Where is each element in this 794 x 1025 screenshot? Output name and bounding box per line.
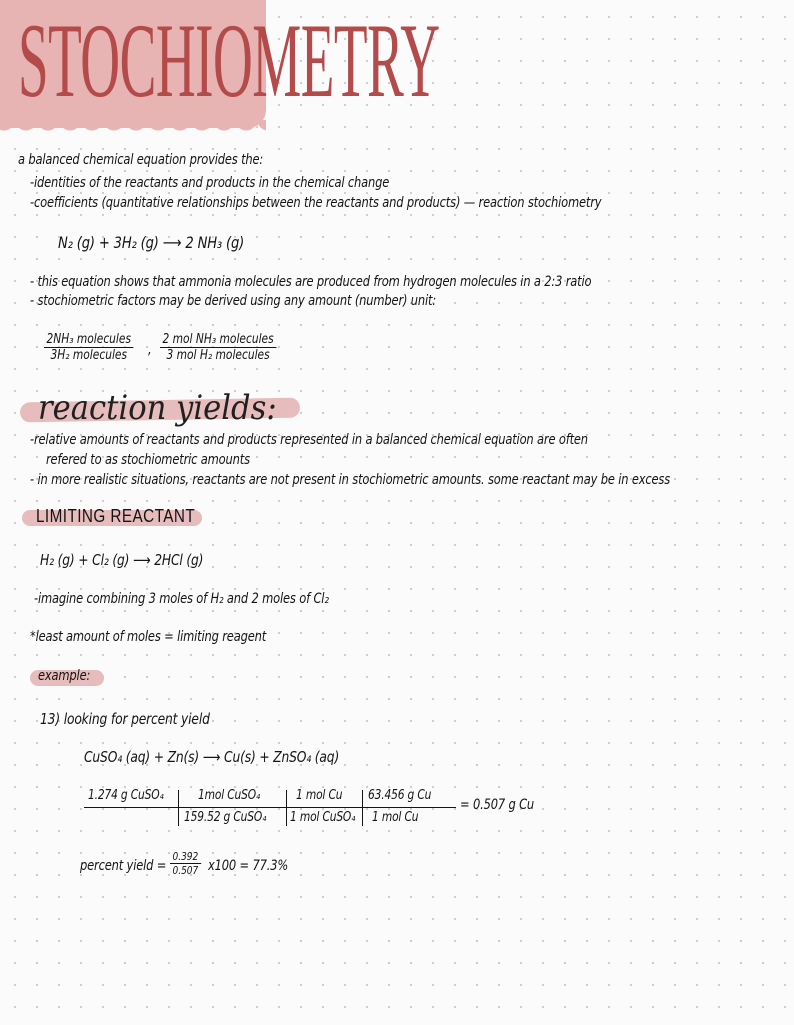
equation-ammonia: N₂ (g) + 3H₂ (g) ⟶ 2 NH₃ (g) — [58, 233, 245, 252]
factor-1-numerator: 2NH₃ molecules — [44, 332, 133, 348]
intro-line-3: -coefficients (quantitative relationships between the reactants and products) — reaction stochiometry — [30, 195, 602, 211]
calc-c3-top: 1 mol Cu — [296, 788, 343, 803]
calc-c2-bottom: 159.52 g CuSO₄ — [184, 810, 267, 825]
factor-2-denominator: 3 mol H₂ molecules — [166, 348, 270, 363]
page-title: STOCHIOMETRY — [18, 2, 440, 119]
calc-c3-bottom: 1 mol CuSO₄ — [290, 810, 356, 825]
note-line-1: - this equation shows that ammonia molecules are produced from hydrogen molecules in a 2:3 ratio — [30, 274, 592, 290]
intro-line-1: a balanced chemical equation provides the: — [18, 152, 264, 168]
yields-line-3: - in more realistic situations, reactants are not present in stochiometric amounts. some reactant may be in excess — [30, 472, 671, 488]
example-problem: 13) looking for percent yield — [40, 710, 210, 728]
yields-line-2: refered to as stochiometric amounts — [46, 452, 250, 468]
calc-c4-bottom: 1 mol Cu — [372, 810, 419, 825]
example-heading: example: — [38, 668, 91, 684]
calc-result: = 0.507 g Cu — [460, 797, 535, 813]
percent-yield-fraction — [170, 850, 201, 877]
calc-divider-1 — [178, 790, 179, 826]
factor-1 — [44, 332, 133, 363]
percent-yield-label: percent yield = — [80, 858, 167, 874]
factor-separator: , — [148, 342, 152, 358]
percent-yield-result: x100 = 77.3% — [208, 858, 289, 874]
calc-c2-top: 1mol CuSO₄ — [198, 788, 261, 803]
factor-1-denominator: 3H₂ molecules — [50, 348, 128, 363]
calc-c4-top: 63.456 g Cu — [368, 788, 432, 803]
limiting-line-1: -imagine combining 3 moles of H₂ and 2 moles of Cl₂ — [34, 591, 329, 607]
equation-copper: CuSO₄ (aq) + Zn(s) ⟶ Cu(s) + ZnSO₄ (aq) — [84, 748, 340, 766]
equation-hcl: H₂ (g) + Cl₂ (g) ⟶ 2HCl (g) — [40, 551, 204, 569]
intro-line-2: -identities of the reactants and products in the chemical change — [30, 175, 390, 191]
note-line-2: - stochiometric factors may be derived using any amount (number) unit: — [30, 293, 437, 309]
yields-line-1: -relative amounts of reactants and products represented in a balanced chemical equation are often — [30, 432, 588, 448]
calc-divider-3 — [362, 790, 363, 826]
percent-yield-numerator: 0.392 — [170, 850, 201, 864]
percent-yield-denominator: 0.507 — [172, 864, 199, 877]
yields-heading: reaction yields: — [38, 388, 277, 428]
factor-2-numerator: 2 mol NH₃ molecules — [160, 332, 276, 348]
limiting-heading: LIMITING REACTANT — [36, 506, 196, 526]
factor-2 — [160, 332, 276, 363]
limiting-line-2: *least amount of moles = limiting reagent — [30, 629, 267, 645]
calc-c1-top: 1.274 g CuSO₄ — [88, 788, 164, 803]
calc-divider-2 — [286, 790, 287, 826]
calc-fraction-bar — [84, 807, 456, 808]
